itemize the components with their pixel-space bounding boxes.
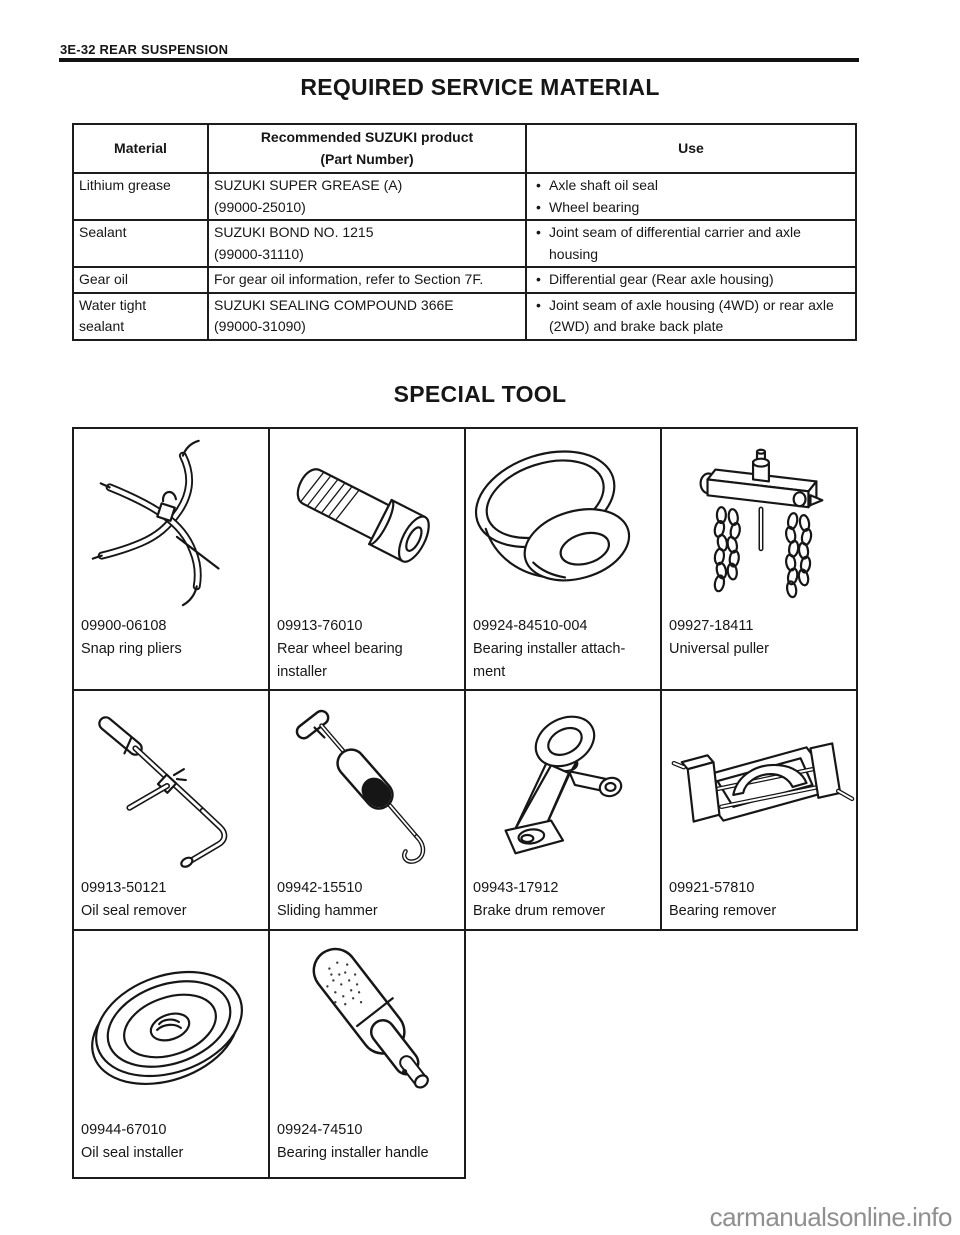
tool-name: Bearing installer attach- [473, 641, 626, 657]
product-line: (99000-31110) [214, 245, 304, 262]
universal-puller-icon [662, 429, 856, 615]
tool-cell-bearing-installer-attachment [466, 429, 662, 691]
product-cell [208, 267, 526, 293]
material-line: Gear oil [79, 271, 129, 287]
bearing-remover-icon [662, 691, 856, 877]
tool-cell-oil-seal-installer [74, 931, 270, 1179]
tool-name: ment [473, 664, 506, 680]
table-row [73, 293, 856, 340]
empty-grid-space [662, 931, 858, 1179]
tool-cell-snap-ring-pliers [74, 429, 270, 691]
use-item: • Joint seam of axle housing (4WD) or rear axle (2WD) and brake back plate [532, 295, 841, 338]
material-line: Water tight [79, 296, 147, 313]
page-section-header: 3E-32 REAR SUSPENSION [60, 42, 229, 57]
tool-part-number: 09921-57810 [669, 880, 755, 896]
tool-label [466, 615, 660, 684]
product-line: SUZUKI SEALING COMPOUND 366E [214, 296, 454, 313]
tool-label [662, 877, 856, 923]
tool-cell-bearing-remover [662, 691, 858, 931]
material-cell [73, 173, 208, 220]
tool-label [270, 615, 464, 684]
tool-part-number: 09927-18411 [669, 618, 754, 634]
tool-part-number: 09900-06108 [81, 618, 167, 634]
use-cell [526, 220, 856, 267]
bearing-installer-handle-icon [270, 931, 464, 1119]
header-rule [59, 58, 859, 62]
special-tool-grid [72, 427, 858, 1179]
product-line: (99000-25010) [214, 198, 306, 215]
special-tool-title: SPECIAL TOOL [393, 381, 567, 407]
tool-label [74, 1119, 268, 1165]
tool-part-number: 09924-84510-004 [473, 618, 588, 634]
product-cell [208, 220, 526, 267]
tool-part-number: 09942-15510 [277, 880, 363, 896]
tool-label [74, 877, 268, 923]
tool-label [270, 1119, 464, 1165]
product-column-header [208, 124, 526, 173]
material-line: sealant [79, 318, 125, 334]
use-item: • Axle shaft oil seal [532, 175, 841, 197]
product-header-line2: (Part Number) [320, 150, 414, 167]
oil-seal-installer-icon [74, 931, 268, 1119]
oil-seal-remover-icon [74, 691, 268, 877]
tool-part-number: 09924-74510 [277, 1122, 363, 1138]
material-column-header: Material [73, 124, 208, 173]
tool-cell-universal-puller [662, 429, 858, 691]
brake-drum-remover-icon [466, 691, 660, 877]
bearing-installer-attachment-icon [466, 429, 660, 615]
tool-name: Bearing installer handle [277, 1145, 429, 1161]
tool-name: Sliding hammer [277, 903, 378, 919]
tool-part-number: 09913-50121 [81, 880, 167, 896]
product-cell [208, 293, 526, 340]
empty-grid-space [466, 931, 662, 1179]
table-row [73, 267, 856, 293]
use-item: • Differential gear (Rear axle housing) [532, 269, 841, 291]
tool-name: installer [277, 664, 327, 680]
tool-name: Oil seal installer [81, 1145, 184, 1161]
tool-label [466, 877, 660, 923]
product-line: SUZUKI SUPER GREASE (A) [214, 177, 403, 193]
tool-label [74, 615, 268, 661]
material-cell [73, 220, 208, 267]
tool-name: Rear wheel bearing [277, 641, 403, 657]
use-item: • Wheel bearing [532, 197, 841, 219]
product-line: (99000-31090) [214, 318, 306, 334]
use-cell [526, 267, 856, 293]
table-row [73, 173, 856, 220]
table-header-row [73, 124, 856, 173]
tool-cell-rear-wheel-bearing-installer [270, 429, 466, 691]
required-service-material-table [72, 123, 857, 341]
product-cell [208, 173, 526, 220]
table-row [73, 220, 856, 267]
tool-name: Bearing remover [669, 903, 777, 919]
material-cell [73, 267, 208, 293]
tool-cell-brake-drum-remover [466, 691, 662, 931]
sliding-hammer-icon [270, 691, 464, 877]
tool-name: Snap ring pliers [81, 641, 182, 657]
use-cell [526, 173, 856, 220]
tool-label [270, 877, 464, 923]
rear-wheel-bearing-installer-icon [270, 429, 464, 615]
tool-name: Oil seal remover [81, 903, 187, 919]
product-line: For gear oil information, refer to Section 7F. [214, 271, 484, 287]
tool-cell-sliding-hammer [270, 691, 466, 931]
tool-cell-bearing-installer-handle [270, 931, 466, 1179]
tool-name: Universal puller [669, 641, 769, 657]
material-cell [73, 293, 208, 340]
required-service-material-title: REQUIRED SERVICE MATERIAL [300, 74, 660, 100]
snap-ring-pliers-icon [74, 429, 268, 615]
material-line: Sealant [79, 224, 127, 240]
material-line: Lithium grease [79, 177, 171, 193]
product-line: SUZUKI BOND NO. 1215 [214, 224, 374, 240]
tool-label [662, 615, 856, 661]
tool-name: Brake drum remover [473, 903, 606, 919]
use-item: • Joint seam of differential carrier and axle housing [532, 222, 841, 265]
tool-part-number: 09944-67010 [81, 1122, 167, 1138]
product-header-line1: Recommended SUZUKI product [260, 129, 474, 145]
use-cell [526, 293, 856, 340]
watermark: carmanualsonline.info [709, 1202, 952, 1232]
tool-cell-oil-seal-remover [74, 691, 270, 931]
use-column-header: Use [526, 124, 856, 173]
tool-part-number: 09913-76010 [277, 618, 363, 634]
tool-part-number: 09943-17912 [473, 880, 559, 896]
